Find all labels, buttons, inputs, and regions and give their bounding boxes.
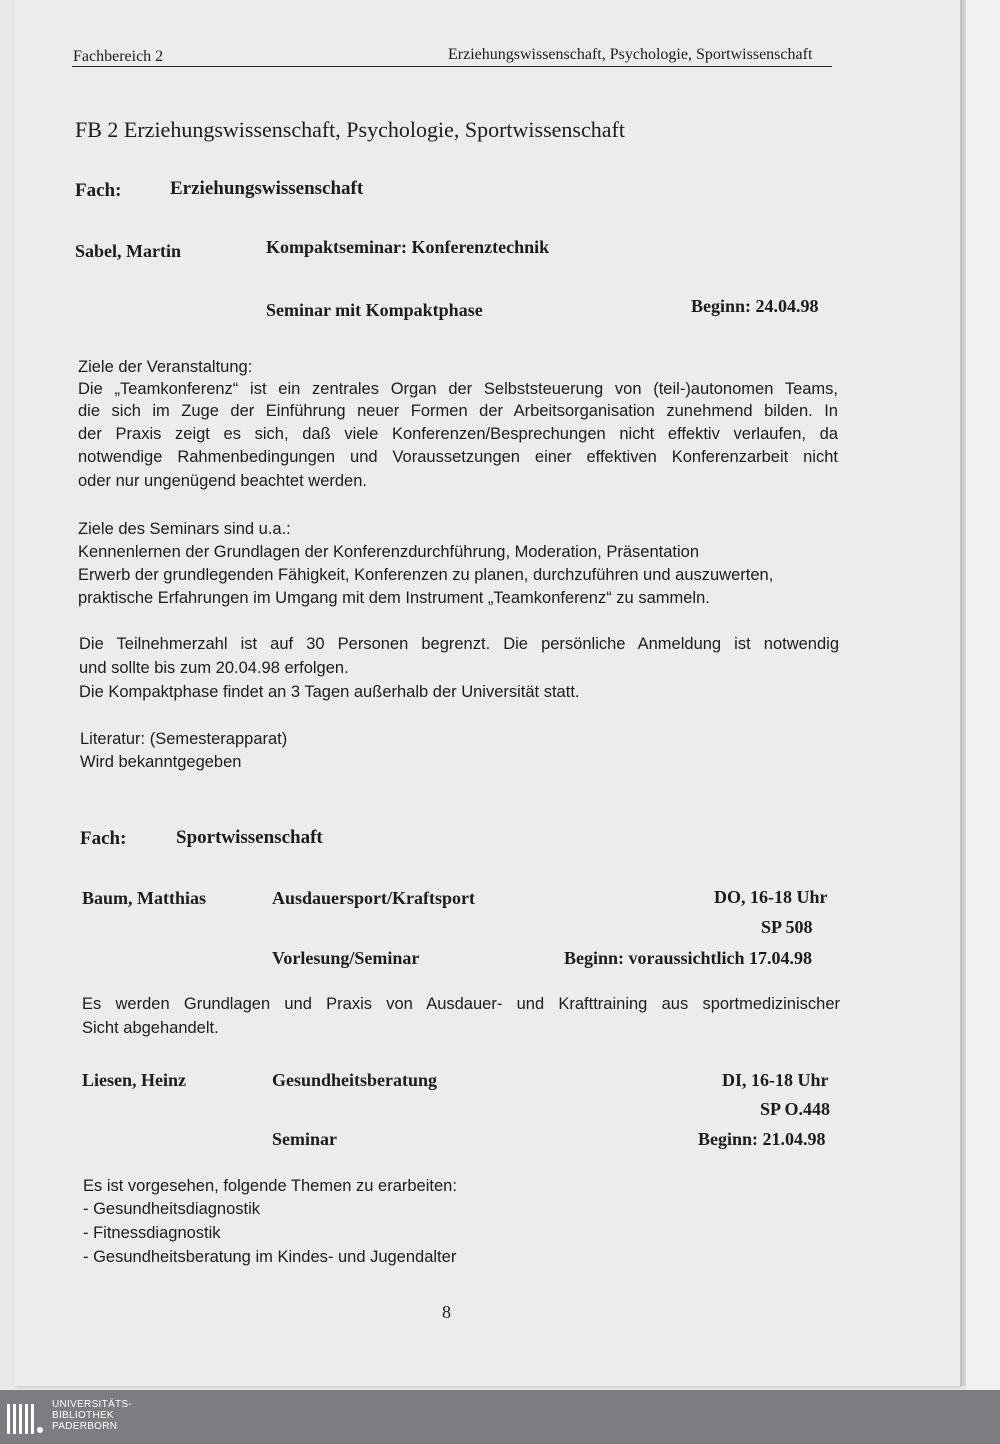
ziele-heading: Ziele der Veranstaltung: — [78, 358, 253, 376]
running-header-right: Erziehungswissenschaft, Psychologie, Sportwissenschaft — [448, 46, 813, 63]
ziele-line: notwendige Rahmenbedingungen und Voraussetzungen einer effektiven Konferenzarbeit nicht — [78, 448, 838, 466]
course-time: DI, 16-18 Uhr — [722, 1070, 829, 1090]
logo-line: UNIVERSITÄTS- — [52, 1399, 133, 1410]
ziele-line: der Praxis zeigt es sich, daß viele Konferenzen/Besprechungen nicht effektiv verlaufen, da — [78, 425, 838, 443]
topic-item: - Gesundheitsberatung im Kindes- und Jugendalter — [83, 1248, 457, 1266]
course-type: Seminar mit Kompaktphase — [266, 300, 483, 320]
course-begin: Beginn: 21.04.98 — [698, 1129, 826, 1149]
library-logo-text — [52, 1399, 132, 1432]
topic-item: - Fitnessdiagnostik — [83, 1224, 221, 1242]
teilnehmer-line: und sollte bis zum 20.04.98 erfolgen. — [79, 659, 349, 677]
header-rule — [72, 66, 832, 67]
literatur-line: Wird bekanntgegeben — [80, 753, 242, 771]
library-footer — [0, 1390, 1000, 1444]
ziele-line: oder nur ungenügend beachtet werden. — [78, 472, 367, 490]
document-page — [14, 0, 960, 1386]
page-number: 8 — [442, 1302, 451, 1322]
library-logo-icon — [6, 1402, 46, 1436]
course-title: Kompaktseminar: Konferenztechnik — [266, 237, 550, 257]
course-begin: Beginn: voraussichtlich 17.04.98 — [564, 948, 813, 968]
running-header-left: Fachbereich 2 — [73, 48, 164, 65]
topics-heading: Es ist vorgesehen, folgende Themen zu erarbeiten: — [83, 1177, 457, 1195]
course-begin: Beginn: 24.04.98 — [691, 296, 819, 316]
teilnehmer-line: Die Teilnehmerzahl ist auf 30 Personen begrenzt. Die persönliche Anmeldung ist notwendig — [79, 635, 839, 653]
course-type: Seminar — [272, 1129, 337, 1149]
scanner-border — [966, 0, 1000, 1390]
fach-label: Fach: — [80, 828, 127, 849]
logo-line: BIBLIOTHEK — [52, 1410, 114, 1421]
course-type: Vorlesung/Seminar — [272, 948, 420, 968]
course-desc-line: Es werden Grundlagen und Praxis von Ausdauer- und Krafttraining aus sportmedizinischer — [82, 995, 840, 1013]
seminar-heading: Ziele des Seminars sind u.a.: — [78, 520, 291, 538]
course-time: DO, 16-18 Uhr — [714, 887, 828, 907]
fach-name: Erziehungswissenschaft — [170, 178, 364, 199]
course-lecturer: Liesen, Heinz — [82, 1070, 186, 1090]
course-desc-line: Sicht abgehandelt. — [82, 1019, 219, 1037]
teilnehmer-line: Die Kompaktphase findet an 3 Tagen außerhalb der Universität statt. — [79, 683, 580, 701]
course-title: Ausdauersport/Kraftsport — [272, 888, 475, 908]
course-lecturer: Sabel, Martin — [75, 241, 181, 261]
fach-name: Sportwissenschaft — [176, 827, 323, 848]
fach-label: Fach: — [75, 180, 122, 201]
course-lecturer: Baum, Matthias — [82, 888, 207, 908]
course-room: SP O.448 — [760, 1099, 831, 1119]
page-title: FB 2 Erziehungswissenschaft, Psychologie, Sportwissenschaft — [75, 117, 625, 142]
logo-line: PADERBORN — [52, 1421, 118, 1432]
seminar-line: Kennenlernen der Grundlagen der Konferenzdurchführung, Moderation, Präsentation — [78, 543, 699, 561]
course-title: Gesundheitsberatung — [272, 1070, 438, 1090]
seminar-line: Erwerb der grundlegenden Fähigkeit, Konferenzen zu planen, durchzuführen und auszuwerten, — [78, 566, 774, 584]
topic-item: - Gesundheitsdiagnostik — [83, 1200, 261, 1218]
literatur-line: Literatur: (Semesterapparat) — [80, 730, 288, 748]
ziele-line: die sich im Zuge der Einführung neuer Formen der Arbeitsorganisation zunehmend bilden. In — [78, 402, 838, 420]
course-room: SP 508 — [761, 917, 813, 937]
seminar-line: praktische Erfahrungen im Umgang mit dem Instrument „Teamkonferenz“ zu sammeln. — [78, 589, 710, 607]
ziele-line: Die „Teamkonferenz“ ist ein zentrales Organ der Selbststeuerung von (teil-)autonomen Teams, — [78, 380, 838, 398]
